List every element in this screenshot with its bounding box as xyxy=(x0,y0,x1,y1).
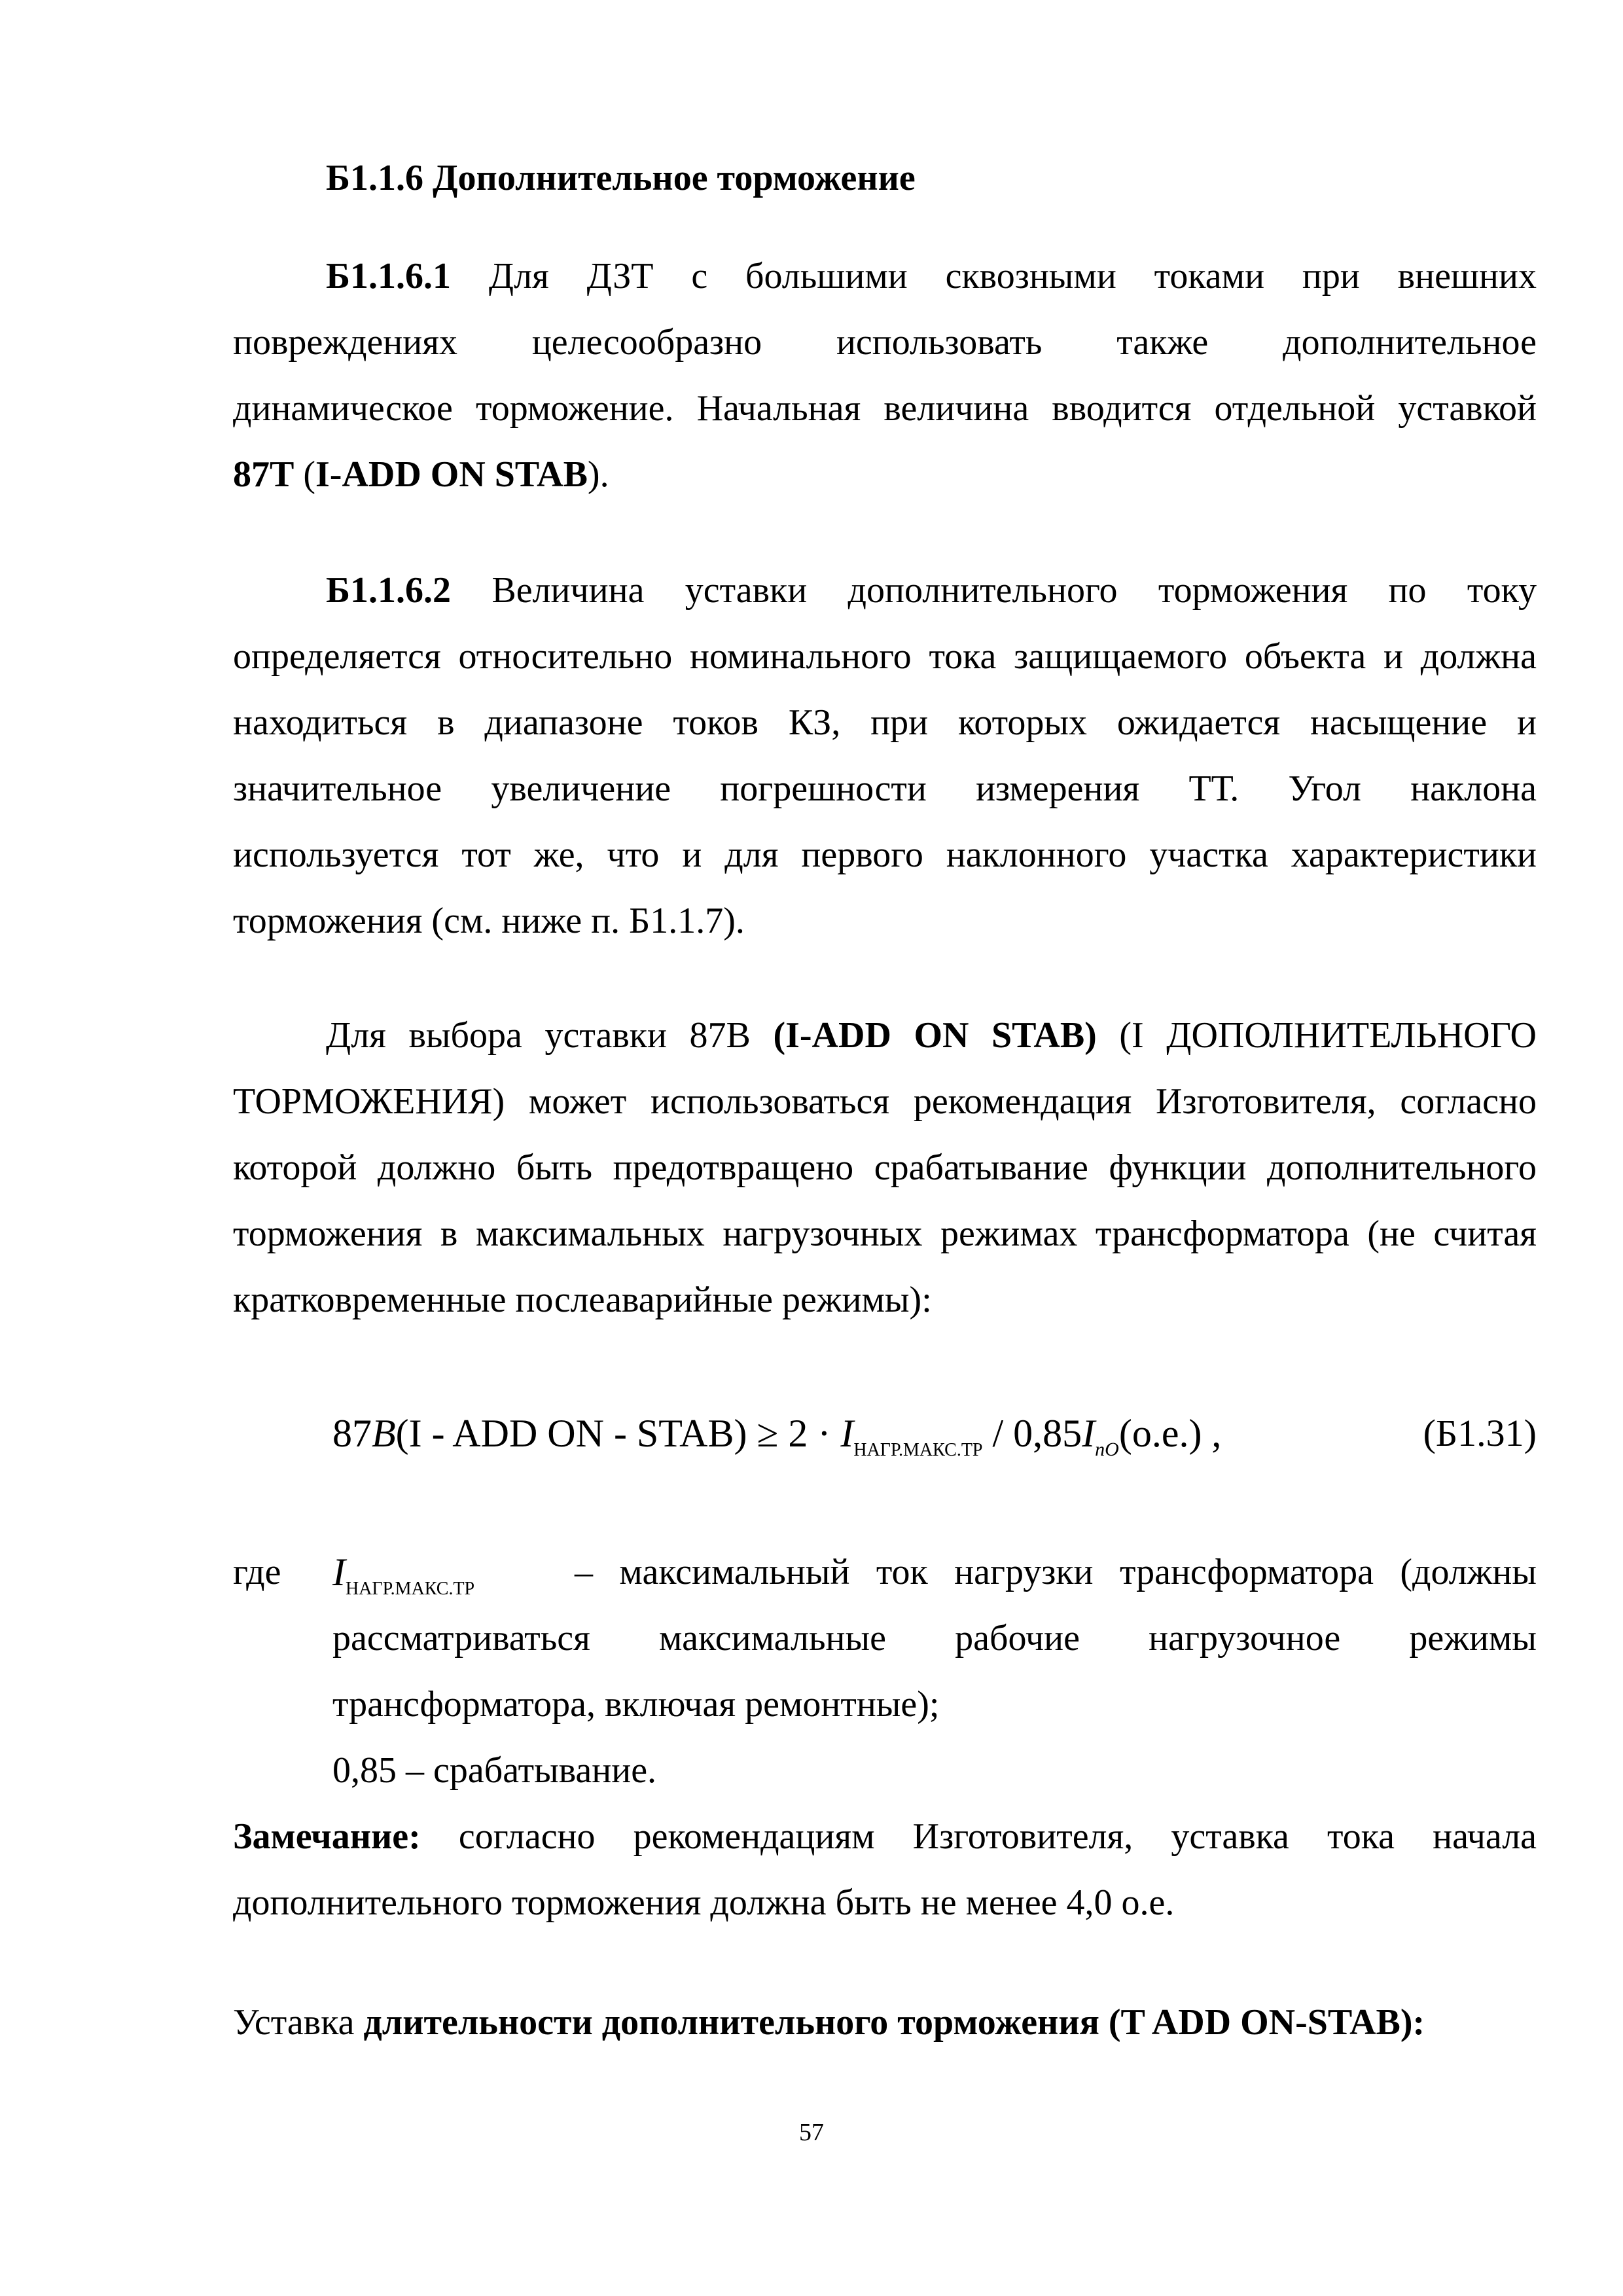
page-number: 57 xyxy=(799,2119,824,2146)
p1-line-4: 87Т (I-ADD ON STAB). xyxy=(233,454,609,495)
where-desc-line-4: 0,85 – срабатывание. xyxy=(332,1750,657,1791)
p2-line-2: определяется относительно номинального тока защищаемого объекта и должна xyxy=(233,636,1537,677)
p3-line-1: Для выбора уставки 87В (I-ADD ON STAB) (I ДОПОЛНИТЕЛЬНОГО xyxy=(326,1015,1537,1056)
where-desc-line-2: рассматриваться максимальные рабочие нагрузочное режимы xyxy=(332,1618,1537,1659)
where-desc-line-1: – максимальный ток нагрузки трансформатора (должны xyxy=(575,1552,1537,1592)
p1-line-1: Б1.1.6.1 Для ДЗТ с большими сквозными токами при внешних xyxy=(326,256,1537,296)
note-label: Замечание: xyxy=(233,1816,421,1857)
equation-number: (Б1.31) xyxy=(1423,1412,1537,1454)
p1-line-3: динамическое торможение. Начальная величина вводится отдельной уставкой xyxy=(233,388,1537,429)
setting-duration-line: Уставка длительности дополнительного торможения (T ADD ON-STAB): xyxy=(233,2002,1425,2043)
p2-line-5: используется тот же, что и для первого наклонного участка характеристики xyxy=(233,834,1537,875)
p2-line-6: торможения (см. ниже п. Б1.1.7). xyxy=(233,901,745,941)
p1-line-2: повреждениях целесообразно использовать также дополнительное xyxy=(233,322,1537,363)
where-label: где xyxy=(233,1552,281,1592)
p2-number: Б1.1.6.2 xyxy=(326,570,452,611)
p3-line-3: которой должно быть предотвращено срабатывание функции дополнительного xyxy=(233,1147,1537,1188)
note-line-1: Замечание: согласно рекомендациям Изготовителя, уставка тока начала xyxy=(233,1816,1537,1857)
where-desc-line-3: трансформатора, включая ремонтные); xyxy=(332,1684,940,1725)
p3-line-4: торможения в максимальных нагрузочных режимах трансформатора (не считая xyxy=(233,1213,1537,1254)
p3-setting: (I-ADD ON STAB) xyxy=(773,1015,1097,1056)
p2-line-4: значительное увеличение погрешности измерения ТТ. Угол наклона xyxy=(233,768,1537,809)
p1-number: Б1.1.6.1 xyxy=(326,256,452,296)
formula-b1-31: 87B(I - ADD ON - STAB) ≥ $2 \cdot I_{НАГР.МАКС.ТР} / 0,85I_{пО}(о.е.)$ , xyxy=(332,1412,1222,1460)
p2-line-3: находиться в диапазоне токов КЗ, при которых ожидается насыщение и xyxy=(233,702,1537,743)
p2-line-1: Б1.1.6.2 Величина уставки дополнительного торможения по току xyxy=(326,570,1537,611)
p1-code: 87Т xyxy=(233,454,294,495)
p3-line-2: ТОРМОЖЕНИЯ) может использоваться рекомендация Изготовителя, согласно xyxy=(233,1081,1537,1122)
p3-line-5: кратковременные послеаварийные режимы): xyxy=(233,1280,932,1320)
p1-setting: I-ADD ON STAB xyxy=(315,454,588,495)
note-line-2: дополнительного торможения должна быть не менее 4,0 о.е. xyxy=(233,1882,1175,1923)
section-heading: Б1.1.6 Дополнительное торможение xyxy=(326,158,916,198)
where-symbol: $I_{НАГР.МАКС.ТР}$ xyxy=(332,1551,475,1599)
